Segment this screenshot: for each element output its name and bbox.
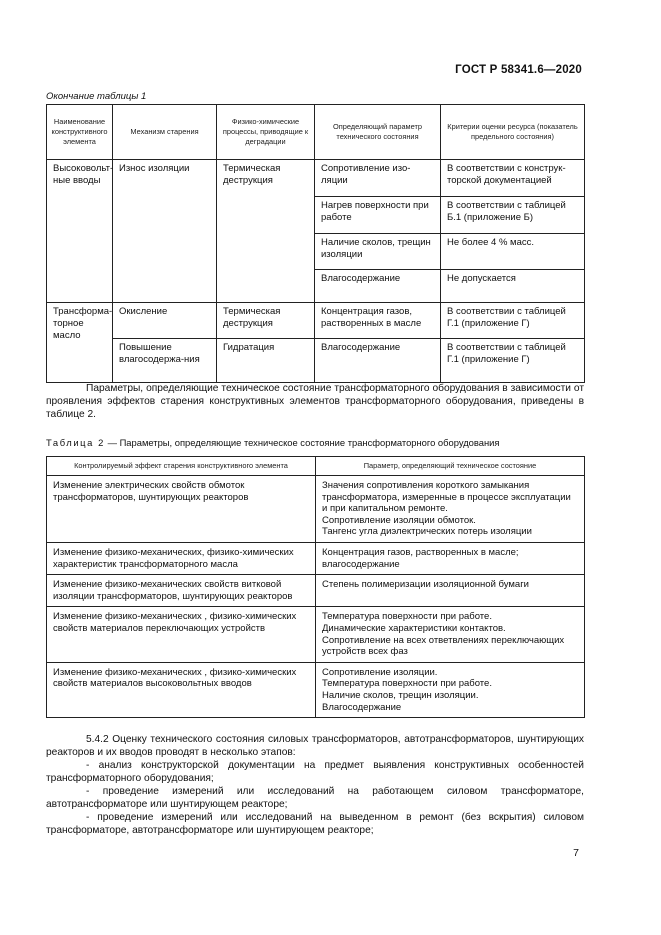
table1-process-cell: Гидратация bbox=[217, 339, 315, 383]
table-row bbox=[47, 607, 585, 662]
table-row bbox=[47, 542, 585, 574]
table1-header-cell: Определяющий параметр технического состояния bbox=[315, 105, 441, 160]
table2-parameter-cell: Сопротивление изоляции. Температура поверхности при работе. Наличие сколов, трещин изоляции. Влагосодержание bbox=[316, 662, 585, 717]
table2-effect-cell: Изменение физико-механических свойств витковой изоляции трансформаторов, шунтирующих реакторов bbox=[47, 575, 316, 607]
table2-caption-text: — Параметры, определяющие техническое состояние трансформаторного оборудования bbox=[104, 437, 500, 448]
table2-header-row bbox=[47, 457, 585, 476]
table-row bbox=[47, 476, 585, 543]
table1-criteria-cell: В соответствии с таблицей Г.1 (приложение Г) bbox=[441, 339, 585, 383]
table2-effect-cell: Изменение физико-механических, физико-химических характеристик трансформаторного масла bbox=[47, 542, 316, 574]
table1-parameter-cell: Влагосодержание bbox=[315, 339, 441, 383]
table1-caption: Окончание таблицы 1 bbox=[46, 91, 147, 102]
table2-caption bbox=[46, 437, 499, 448]
table2-header-cell: Контролируемый эффект старения конструктивного элемента bbox=[47, 457, 316, 476]
table1-process-cell: Термическая деструкция bbox=[217, 160, 315, 303]
table2-effect-cell: Изменение физико-механических , физико-химических свойств материалов переключающих устройств bbox=[47, 607, 316, 662]
table-row bbox=[47, 160, 585, 197]
table1-parameter-cell: Сопротивление изо-ляции bbox=[315, 160, 441, 197]
table1-header-cell: Наименование конструктивного элемента bbox=[47, 105, 113, 160]
table1-criteria-cell: В соответствии с таблицей Г.1 (приложение Г) bbox=[441, 303, 585, 339]
table1-parameter-cell: Нагрев поверхности при работе bbox=[315, 197, 441, 234]
list-item: - проведение измерений или исследований на выведенном в ремонт (без вскрытия) силовом трансформаторе, автотрансформаторе или шунтирующем реакторе; bbox=[46, 812, 584, 836]
table2-parameter-cell: Степень полимеризации изоляционной бумаги bbox=[316, 575, 585, 607]
table2-caption-label: Таблица 2 bbox=[46, 437, 105, 448]
table2-header-cell: Параметр, определяющий техническое состояние bbox=[316, 457, 585, 476]
table1-parameter-cell: Концентрация газов, растворенных в масле bbox=[315, 303, 441, 339]
table1-mechanism-cell: Износ изоляции bbox=[113, 160, 217, 303]
standard-designation: ГОСТ Р 58341.6—2020 bbox=[455, 64, 582, 76]
table1-element-cell: Высоковольт-ные вводы bbox=[47, 160, 113, 303]
table1-criteria-cell: Не допускается bbox=[441, 270, 585, 303]
table1-parameter-cell: Наличие сколов, трещин изоляции bbox=[315, 234, 441, 270]
table2-parameter-cell: Значения сопротивления короткого замыкания трансформатора, измеренные в процессе эксплуатации и при капитальном ремонте. Сопротивление изоляции обмоток. Тангенс угла диэлектрических потерь изоляции bbox=[316, 476, 585, 543]
table-row bbox=[47, 575, 585, 607]
page-number: 7 bbox=[573, 847, 579, 859]
table-row bbox=[47, 303, 585, 339]
table1-header-cell: Критерии оценки ресурса (показатель предельного состояния) bbox=[441, 105, 585, 160]
table1-header-cell: Физико-химические процессы, приводящие к деградации bbox=[217, 105, 315, 160]
list-item: - проведение измерений или исследований на работающем силовом трансформаторе, автотрансформаторе или шунтирующем реакторе; bbox=[46, 786, 584, 810]
table-row bbox=[47, 662, 585, 717]
table1-header-row bbox=[47, 105, 585, 160]
table-2 bbox=[46, 456, 585, 718]
table2-effect-cell: Изменение электрических свойств обмоток трансформаторов, шунтирующих реакторов bbox=[47, 476, 316, 543]
section-intro: 5.4.2 Оценку технического состояния силовых трансформаторов, автотрансформаторов, шунтирующих реакторов и их вводов проводят в несколько этапов: bbox=[46, 734, 584, 758]
table1-header-cell: Механизм старения bbox=[113, 105, 217, 160]
table1-process-cell: Термическая деструкция bbox=[217, 303, 315, 339]
table-row bbox=[47, 339, 585, 383]
table2-effect-cell: Изменение физико-механических , физико-химических свойств материалов высоковольтных вводов bbox=[47, 662, 316, 717]
table1-mechanism-cell: Повышение влагосодержа-ния bbox=[113, 339, 217, 383]
table-1 bbox=[46, 104, 585, 383]
section-5-4-2 bbox=[46, 733, 584, 837]
table1-element-cell: Трансформа-торное масло bbox=[47, 303, 113, 383]
table2-parameter-cell: Концентрация газов, растворенных в масле; влагосодержание bbox=[316, 542, 585, 574]
table1-criteria-cell: В соответствии с конструк-торской документацией bbox=[441, 160, 585, 197]
table1-criteria-cell: Не более 4 % масс. bbox=[441, 234, 585, 270]
table2-parameter-cell: Температура поверхности при работе. Динамические характеристики контактов. Сопротивление на всех ответвлениях переключающих устройств всех фаз bbox=[316, 607, 585, 662]
table1-mechanism-cell: Окисление bbox=[113, 303, 217, 339]
list-item: - анализ конструкторской документации на предмет выявления конструктивных особенностей трансформаторного оборудования; bbox=[46, 760, 584, 784]
table1-parameter-cell: Влагосодержание bbox=[315, 270, 441, 303]
table1-criteria-cell: В соответствии с таблицей Б.1 (приложение Б) bbox=[441, 197, 585, 234]
paragraph-parameters: Параметры, определяющие техническое состояние трансформаторного оборудования в зависимости от проявления эффектов старения конструктивных элементов трансформаторного оборудования, приведены в таблице 2. bbox=[46, 383, 584, 420]
